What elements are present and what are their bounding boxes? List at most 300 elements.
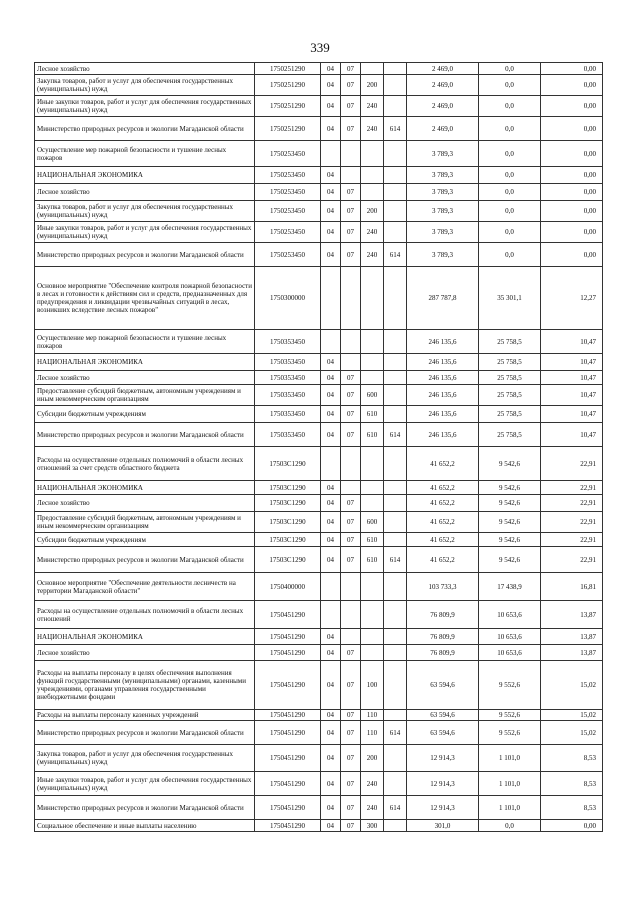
execution-percent: 8,53 bbox=[541, 796, 603, 820]
administrator-code bbox=[384, 629, 407, 645]
execution-percent: 0,00 bbox=[541, 141, 603, 167]
approved-amount: 246 135,6 bbox=[407, 330, 479, 354]
item-name: Предоставление субсидий бюджетным, автономным учреждениям и иным некоммерческим организациям bbox=[35, 512, 255, 533]
item-name: Министерство природных ресурсов и экологии Магаданской области bbox=[35, 721, 255, 745]
expense-type-code: 110 bbox=[361, 721, 384, 745]
executed-amount: 9 542,6 bbox=[479, 447, 541, 481]
administrator-code bbox=[384, 772, 407, 796]
section-code bbox=[321, 601, 341, 629]
expense-type-code bbox=[361, 573, 384, 601]
executed-amount: 0,0 bbox=[479, 141, 541, 167]
administrator-code bbox=[384, 820, 407, 832]
item-name: Основное мероприятие "Обеспечение деятельности лесничеств на территории Магаданской области" bbox=[35, 573, 255, 601]
table-row bbox=[35, 243, 603, 267]
item-name: Социальное обеспечение и иные выплаты населению bbox=[35, 820, 255, 832]
target-article-code: 17503С1290 bbox=[255, 481, 321, 495]
expense-type-code bbox=[361, 63, 384, 75]
subsection-code: 07 bbox=[341, 406, 361, 423]
subsection-code: 07 bbox=[341, 745, 361, 772]
table-row bbox=[35, 710, 603, 721]
page-number: 339 bbox=[310, 40, 330, 55]
section-code: 04 bbox=[321, 423, 341, 447]
table-row bbox=[35, 63, 603, 75]
execution-percent: 0,00 bbox=[541, 117, 603, 141]
table-row bbox=[35, 601, 603, 629]
section-code: 04 bbox=[321, 117, 341, 141]
section-code: 04 bbox=[321, 721, 341, 745]
subsection-code: 07 bbox=[341, 371, 361, 385]
target-article-code: 1750353450 bbox=[255, 423, 321, 447]
target-article-code: 17503С1290 bbox=[255, 495, 321, 512]
expense-type-code: 600 bbox=[361, 385, 384, 406]
administrator-code: 614 bbox=[384, 243, 407, 267]
target-article-code: 1750353450 bbox=[255, 330, 321, 354]
executed-amount: 0,0 bbox=[479, 184, 541, 201]
expense-type-code bbox=[361, 184, 384, 201]
expense-type-code bbox=[361, 141, 384, 167]
target-article-code: 1750451290 bbox=[255, 745, 321, 772]
subsection-code bbox=[341, 447, 361, 481]
subsection-code: 07 bbox=[341, 385, 361, 406]
execution-percent: 15,02 bbox=[541, 721, 603, 745]
item-name: Лесное хозяйство bbox=[35, 63, 255, 75]
subsection-code: 07 bbox=[341, 117, 361, 141]
approved-amount: 246 135,6 bbox=[407, 385, 479, 406]
expense-type-code: 110 bbox=[361, 710, 384, 721]
expense-type-code: 240 bbox=[361, 96, 384, 117]
administrator-code: 614 bbox=[384, 721, 407, 745]
target-article-code: 1750251290 bbox=[255, 117, 321, 141]
target-article-code: 1750353450 bbox=[255, 406, 321, 423]
administrator-code bbox=[384, 495, 407, 512]
executed-amount: 0,0 bbox=[479, 167, 541, 184]
execution-percent: 15,02 bbox=[541, 661, 603, 710]
execution-percent: 0,00 bbox=[541, 184, 603, 201]
table-row bbox=[35, 354, 603, 371]
subsection-code: 07 bbox=[341, 820, 361, 832]
table-row bbox=[35, 772, 603, 796]
executed-amount: 0,0 bbox=[479, 820, 541, 832]
approved-amount: 246 135,6 bbox=[407, 371, 479, 385]
approved-amount: 3 789,3 bbox=[407, 201, 479, 222]
target-article-code: 1750400000 bbox=[255, 573, 321, 601]
approved-amount: 76 809,9 bbox=[407, 629, 479, 645]
administrator-code bbox=[384, 745, 407, 772]
administrator-code bbox=[384, 406, 407, 423]
target-article-code: 1750253450 bbox=[255, 141, 321, 167]
execution-percent: 8,53 bbox=[541, 772, 603, 796]
target-article-code: 1750251290 bbox=[255, 96, 321, 117]
execution-percent: 8,53 bbox=[541, 745, 603, 772]
target-article-code: 1750253450 bbox=[255, 243, 321, 267]
item-name: Закупка товаров, работ и услуг для обеспечения государственных (муниципальных) нужд bbox=[35, 75, 255, 96]
item-name: Иные закупки товаров, работ и услуг для обеспечения государственных (муниципальных) нужд bbox=[35, 96, 255, 117]
administrator-code bbox=[384, 201, 407, 222]
approved-amount: 3 789,3 bbox=[407, 243, 479, 267]
approved-amount: 2 469,0 bbox=[407, 96, 479, 117]
approved-amount: 3 789,3 bbox=[407, 222, 479, 243]
section-code bbox=[321, 447, 341, 481]
item-name: Закупка товаров, работ и услуг для обеспечения государственных (муниципальных) нужд bbox=[35, 745, 255, 772]
section-code: 04 bbox=[321, 63, 341, 75]
approved-amount: 246 135,6 bbox=[407, 354, 479, 371]
administrator-code bbox=[384, 330, 407, 354]
expense-type-code: 240 bbox=[361, 222, 384, 243]
expense-type-code: 200 bbox=[361, 745, 384, 772]
section-code: 04 bbox=[321, 201, 341, 222]
administrator-code bbox=[384, 645, 407, 661]
administrator-code bbox=[384, 167, 407, 184]
expense-type-code: 200 bbox=[361, 201, 384, 222]
execution-percent: 0,00 bbox=[541, 820, 603, 832]
subsection-code bbox=[341, 573, 361, 601]
administrator-code bbox=[384, 371, 407, 385]
execution-percent: 22,91 bbox=[541, 547, 603, 573]
executed-amount: 9 542,6 bbox=[479, 533, 541, 547]
approved-amount: 2 469,0 bbox=[407, 75, 479, 96]
expense-type-code bbox=[361, 267, 384, 330]
target-article-code: 1750253450 bbox=[255, 222, 321, 243]
execution-percent: 0,00 bbox=[541, 96, 603, 117]
expense-type-code bbox=[361, 354, 384, 371]
subsection-code bbox=[341, 354, 361, 371]
section-code: 04 bbox=[321, 243, 341, 267]
table-row bbox=[35, 645, 603, 661]
table-row bbox=[35, 495, 603, 512]
administrator-code bbox=[384, 267, 407, 330]
subsection-code bbox=[341, 330, 361, 354]
table-row bbox=[35, 796, 603, 820]
executed-amount: 1 101,0 bbox=[479, 796, 541, 820]
approved-amount: 41 652,2 bbox=[407, 512, 479, 533]
section-code: 04 bbox=[321, 745, 341, 772]
administrator-code bbox=[384, 141, 407, 167]
execution-percent: 22,91 bbox=[541, 481, 603, 495]
item-name: Субсидии бюджетным учреждениям bbox=[35, 406, 255, 423]
approved-amount: 41 652,2 bbox=[407, 533, 479, 547]
target-article-code: 1750451290 bbox=[255, 645, 321, 661]
item-name: Министерство природных ресурсов и экологии Магаданской области bbox=[35, 117, 255, 141]
section-code: 04 bbox=[321, 75, 341, 96]
execution-percent: 15,02 bbox=[541, 710, 603, 721]
section-code bbox=[321, 267, 341, 330]
target-article-code: 17503С1290 bbox=[255, 447, 321, 481]
expense-type-code: 610 bbox=[361, 406, 384, 423]
execution-percent: 0,00 bbox=[541, 167, 603, 184]
approved-amount: 301,0 bbox=[407, 820, 479, 832]
executed-amount: 9 542,6 bbox=[479, 512, 541, 533]
subsection-code: 07 bbox=[341, 96, 361, 117]
item-name: НАЦИОНАЛЬНАЯ ЭКОНОМИКА bbox=[35, 481, 255, 495]
subsection-code: 07 bbox=[341, 721, 361, 745]
table-row bbox=[35, 533, 603, 547]
item-name: Осуществление мер пожарной безопасности и тушение лесных пожаров bbox=[35, 330, 255, 354]
execution-percent: 10,47 bbox=[541, 330, 603, 354]
item-name: Министерство природных ресурсов и экологии Магаданской области bbox=[35, 796, 255, 820]
table-row bbox=[35, 721, 603, 745]
item-name: Расходы на выплаты персоналу казенных учреждений bbox=[35, 710, 255, 721]
table-row bbox=[35, 267, 603, 330]
item-name: Лесное хозяйство bbox=[35, 645, 255, 661]
subsection-code: 07 bbox=[341, 423, 361, 447]
approved-amount: 12 914,3 bbox=[407, 772, 479, 796]
subsection-code: 07 bbox=[341, 533, 361, 547]
executed-amount: 0,0 bbox=[479, 75, 541, 96]
executed-amount: 25 758,5 bbox=[479, 354, 541, 371]
item-name: Министерство природных ресурсов и экологии Магаданской области bbox=[35, 243, 255, 267]
expense-type-code: 100 bbox=[361, 661, 384, 710]
item-name: Лесное хозяйство bbox=[35, 495, 255, 512]
subsection-code: 07 bbox=[341, 772, 361, 796]
section-code: 04 bbox=[321, 371, 341, 385]
subsection-code: 07 bbox=[341, 710, 361, 721]
table-body bbox=[35, 63, 603, 832]
section-code: 04 bbox=[321, 710, 341, 721]
executed-amount: 10 653,6 bbox=[479, 629, 541, 645]
section-code: 04 bbox=[321, 406, 341, 423]
subsection-code: 07 bbox=[341, 661, 361, 710]
administrator-code bbox=[384, 573, 407, 601]
approved-amount: 41 652,2 bbox=[407, 547, 479, 573]
section-code: 04 bbox=[321, 96, 341, 117]
approved-amount: 41 652,2 bbox=[407, 481, 479, 495]
table-row bbox=[35, 141, 603, 167]
section-code: 04 bbox=[321, 167, 341, 184]
approved-amount: 41 652,2 bbox=[407, 447, 479, 481]
target-article-code: 1750253450 bbox=[255, 167, 321, 184]
table-row bbox=[35, 820, 603, 832]
expense-type-code: 610 bbox=[361, 423, 384, 447]
table-row bbox=[35, 222, 603, 243]
item-name: НАЦИОНАЛЬНАЯ ЭКОНОМИКА bbox=[35, 167, 255, 184]
subsection-code: 07 bbox=[341, 75, 361, 96]
expense-type-code: 300 bbox=[361, 820, 384, 832]
administrator-code bbox=[384, 354, 407, 371]
section-code: 04 bbox=[321, 495, 341, 512]
section-code: 04 bbox=[321, 222, 341, 243]
administrator-code: 614 bbox=[384, 117, 407, 141]
section-code: 04 bbox=[321, 645, 341, 661]
section-code: 04 bbox=[321, 820, 341, 832]
table-row bbox=[35, 330, 603, 354]
expense-type-code bbox=[361, 330, 384, 354]
execution-percent: 13,87 bbox=[541, 645, 603, 661]
subsection-code: 07 bbox=[341, 495, 361, 512]
target-article-code: 1750451290 bbox=[255, 721, 321, 745]
table-row bbox=[35, 96, 603, 117]
section-code bbox=[321, 573, 341, 601]
table-row bbox=[35, 573, 603, 601]
executed-amount: 17 438,9 bbox=[479, 573, 541, 601]
administrator-code bbox=[384, 710, 407, 721]
section-code: 04 bbox=[321, 184, 341, 201]
executed-amount: 25 758,5 bbox=[479, 330, 541, 354]
subsection-code: 07 bbox=[341, 547, 361, 573]
subsection-code: 07 bbox=[341, 201, 361, 222]
item-name: Лесное хозяйство bbox=[35, 371, 255, 385]
approved-amount: 63 594,6 bbox=[407, 661, 479, 710]
executed-amount: 9 542,6 bbox=[479, 481, 541, 495]
execution-percent: 22,91 bbox=[541, 512, 603, 533]
table-row bbox=[35, 406, 603, 423]
administrator-code bbox=[384, 96, 407, 117]
executed-amount: 25 758,5 bbox=[479, 385, 541, 406]
executed-amount: 9 542,6 bbox=[479, 495, 541, 512]
execution-percent: 13,87 bbox=[541, 601, 603, 629]
executed-amount: 25 758,5 bbox=[479, 371, 541, 385]
section-code: 04 bbox=[321, 481, 341, 495]
table-row bbox=[35, 547, 603, 573]
item-name: Иные закупки товаров, работ и услуг для обеспечения государственных (муниципальных) нужд bbox=[35, 222, 255, 243]
item-name: Министерство природных ресурсов и экологии Магаданской области bbox=[35, 423, 255, 447]
section-code: 04 bbox=[321, 354, 341, 371]
administrator-code bbox=[384, 661, 407, 710]
approved-amount: 12 914,3 bbox=[407, 796, 479, 820]
item-name: Предоставление субсидий бюджетным, автономным учреждениям и иным некоммерческим организациям bbox=[35, 385, 255, 406]
administrator-code bbox=[384, 222, 407, 243]
section-code: 04 bbox=[321, 385, 341, 406]
expense-type-code: 610 bbox=[361, 547, 384, 573]
expense-type-code bbox=[361, 371, 384, 385]
approved-amount: 3 789,3 bbox=[407, 141, 479, 167]
execution-percent: 10,47 bbox=[541, 371, 603, 385]
expense-type-code: 610 bbox=[361, 533, 384, 547]
execution-percent: 0,00 bbox=[541, 75, 603, 96]
executed-amount: 0,0 bbox=[479, 243, 541, 267]
expense-type-code bbox=[361, 481, 384, 495]
target-article-code: 17503С1290 bbox=[255, 512, 321, 533]
administrator-code bbox=[384, 385, 407, 406]
subsection-code: 07 bbox=[341, 63, 361, 75]
executed-amount: 0,0 bbox=[479, 63, 541, 75]
item-name: НАЦИОНАЛЬНАЯ ЭКОНОМИКА bbox=[35, 354, 255, 371]
subsection-code bbox=[341, 141, 361, 167]
subsection-code bbox=[341, 481, 361, 495]
target-article-code: 1750451290 bbox=[255, 796, 321, 820]
target-article-code: 1750353450 bbox=[255, 354, 321, 371]
target-article-code: 1750451290 bbox=[255, 820, 321, 832]
target-article-code: 1750451290 bbox=[255, 601, 321, 629]
executed-amount: 10 653,6 bbox=[479, 601, 541, 629]
expense-type-code bbox=[361, 495, 384, 512]
administrator-code bbox=[384, 447, 407, 481]
administrator-code: 614 bbox=[384, 547, 407, 573]
executed-amount: 0,0 bbox=[479, 201, 541, 222]
expense-type-code bbox=[361, 447, 384, 481]
table-row bbox=[35, 629, 603, 645]
table-row bbox=[35, 117, 603, 141]
expense-type-code: 200 bbox=[361, 75, 384, 96]
target-article-code: 1750253450 bbox=[255, 184, 321, 201]
target-article-code: 17503С1290 bbox=[255, 547, 321, 573]
target-article-code: 1750251290 bbox=[255, 75, 321, 96]
target-article-code: 1750451290 bbox=[255, 661, 321, 710]
execution-percent: 12,27 bbox=[541, 267, 603, 330]
approved-amount: 76 809,9 bbox=[407, 645, 479, 661]
approved-amount: 63 594,6 bbox=[407, 721, 479, 745]
target-article-code: 1750251290 bbox=[255, 63, 321, 75]
administrator-code bbox=[384, 601, 407, 629]
approved-amount: 246 135,6 bbox=[407, 423, 479, 447]
target-article-code: 1750353450 bbox=[255, 371, 321, 385]
table-row bbox=[35, 385, 603, 406]
execution-percent: 10,47 bbox=[541, 385, 603, 406]
section-code: 04 bbox=[321, 533, 341, 547]
table-row bbox=[35, 447, 603, 481]
approved-amount: 63 594,6 bbox=[407, 710, 479, 721]
approved-amount: 103 733,3 bbox=[407, 573, 479, 601]
execution-percent: 22,91 bbox=[541, 495, 603, 512]
approved-amount: 2 469,0 bbox=[407, 117, 479, 141]
executed-amount: 9 552,6 bbox=[479, 721, 541, 745]
table-row bbox=[35, 75, 603, 96]
table-row bbox=[35, 167, 603, 184]
item-name: Закупка товаров, работ и услуг для обеспечения государственных (муниципальных) нужд bbox=[35, 201, 255, 222]
expense-type-code: 240 bbox=[361, 772, 384, 796]
execution-percent: 0,00 bbox=[541, 243, 603, 267]
section-code: 04 bbox=[321, 629, 341, 645]
table-row bbox=[35, 184, 603, 201]
target-article-code: 1750253450 bbox=[255, 201, 321, 222]
approved-amount: 3 789,3 bbox=[407, 167, 479, 184]
expense-type-code bbox=[361, 645, 384, 661]
execution-percent: 13,87 bbox=[541, 629, 603, 645]
administrator-code: 614 bbox=[384, 423, 407, 447]
item-name: Министерство природных ресурсов и экологии Магаданской области bbox=[35, 547, 255, 573]
subsection-code: 07 bbox=[341, 243, 361, 267]
execution-percent: 0,00 bbox=[541, 201, 603, 222]
subsection-code bbox=[341, 267, 361, 330]
target-article-code: 1750451290 bbox=[255, 629, 321, 645]
table-row bbox=[35, 661, 603, 710]
executed-amount: 9 542,6 bbox=[479, 547, 541, 573]
item-name: Расходы на осуществление отдельных полномочий в области лесных отношений за счет средств областного бюджета bbox=[35, 447, 255, 481]
section-code bbox=[321, 330, 341, 354]
item-name: Иные закупки товаров, работ и услуг для обеспечения государственных (муниципальных) нужд bbox=[35, 772, 255, 796]
item-name: Субсидии бюджетным учреждениям bbox=[35, 533, 255, 547]
approved-amount: 287 787,8 bbox=[407, 267, 479, 330]
administrator-code bbox=[384, 533, 407, 547]
item-name: Расходы на осуществление отдельных полномочий в области лесных отношений bbox=[35, 601, 255, 629]
section-code bbox=[321, 141, 341, 167]
executed-amount: 10 653,6 bbox=[479, 645, 541, 661]
subsection-code: 07 bbox=[341, 222, 361, 243]
executed-amount: 1 101,0 bbox=[479, 772, 541, 796]
administrator-code bbox=[384, 63, 407, 75]
section-code: 04 bbox=[321, 512, 341, 533]
approved-amount: 2 469,0 bbox=[407, 63, 479, 75]
target-article-code: 17503С1290 bbox=[255, 533, 321, 547]
subsection-code bbox=[341, 601, 361, 629]
item-name: Основное мероприятие "Обеспечение контроля пожарной безопасности в лесах и готовности к действиям сил и средств, предназначенных для предупреждения и ликвидации чрезвычайных ситуаций в лесах, возникших вследствие лесных пожаров" bbox=[35, 267, 255, 330]
expense-type-code bbox=[361, 629, 384, 645]
executed-amount: 35 301,1 bbox=[479, 267, 541, 330]
executed-amount: 0,0 bbox=[479, 117, 541, 141]
execution-percent: 16,81 bbox=[541, 573, 603, 601]
execution-percent: 10,47 bbox=[541, 406, 603, 423]
approved-amount: 41 652,2 bbox=[407, 495, 479, 512]
item-name: Лесное хозяйство bbox=[35, 184, 255, 201]
expense-type-code bbox=[361, 601, 384, 629]
administrator-code bbox=[384, 184, 407, 201]
subsection-code: 07 bbox=[341, 184, 361, 201]
administrator-code bbox=[384, 481, 407, 495]
executed-amount: 25 758,5 bbox=[479, 406, 541, 423]
subsection-code: 07 bbox=[341, 645, 361, 661]
execution-percent: 22,91 bbox=[541, 447, 603, 481]
approved-amount: 246 135,6 bbox=[407, 406, 479, 423]
executed-amount: 9 552,6 bbox=[479, 661, 541, 710]
